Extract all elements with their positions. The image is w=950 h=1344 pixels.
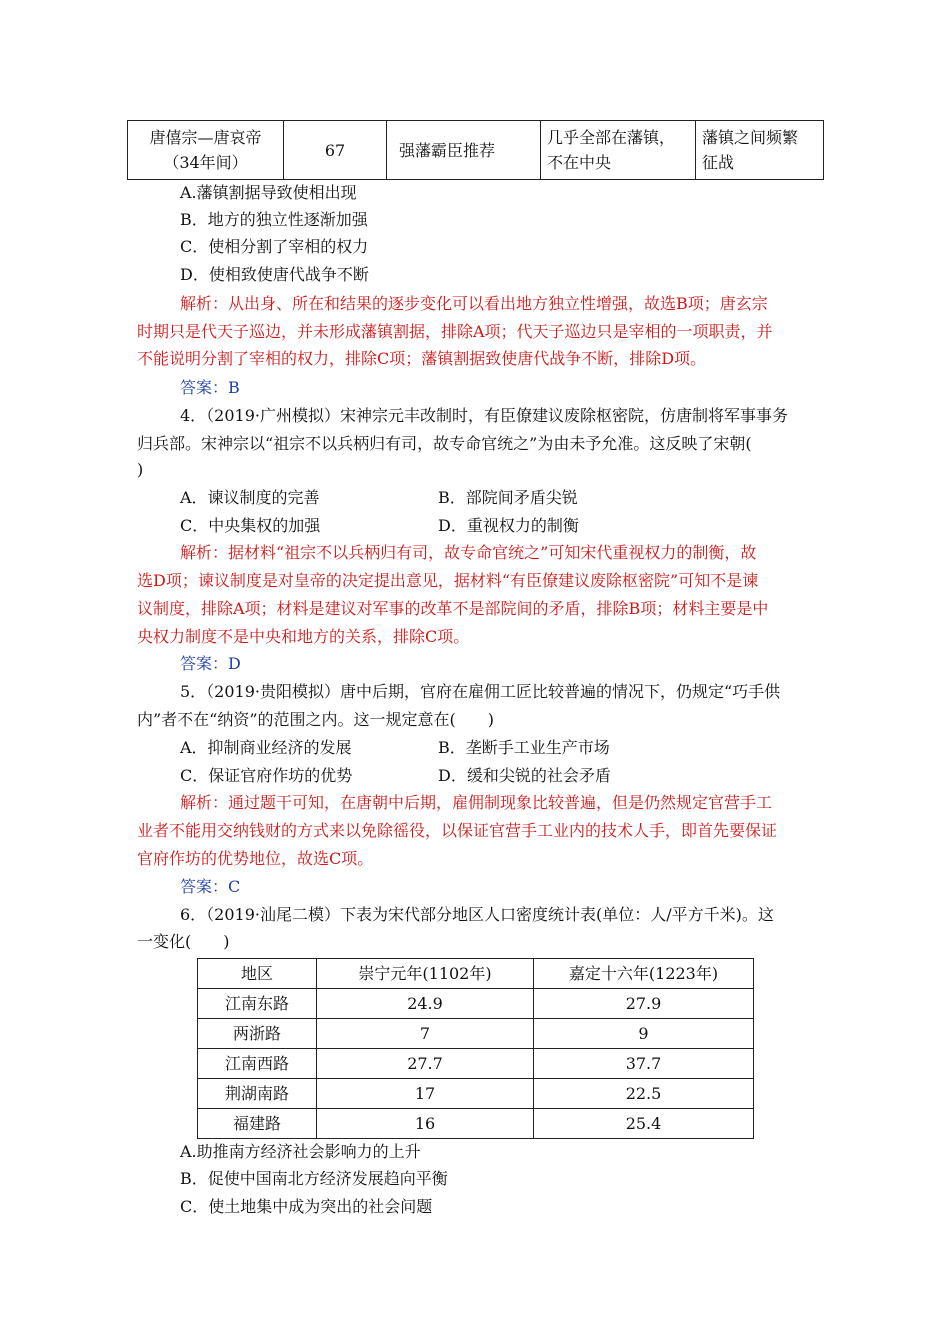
option-a: A.藩镇割据导致使相出现 [180, 183, 357, 202]
table-header-row [198, 959, 754, 989]
table-cell: 荆湖南路 [198, 1079, 317, 1109]
population-table [197, 958, 754, 1139]
answer-label: 答案：D [180, 654, 241, 673]
table-cell: 两浙路 [198, 1019, 317, 1049]
table-cell: 几乎全部在藩镇， 不在中央 [541, 121, 696, 180]
option-c: C．使相分割了宰相的权力 [180, 237, 369, 256]
analysis-line: 时期只是代天子巡边，并未形成藩镇割据，排除A项；代天子巡边只是宰相的一项职责，并 [137, 322, 773, 341]
analysis-line: 业者不能用交纳钱财的方式来以免除徭役，以保证官营手工业内的技术人手，即首先要保证 [137, 821, 778, 840]
analysis-line: 不能说明分割了宰相的权力，排除C项；藩镇割据致使唐代战争不断，排除D项。 [137, 349, 707, 368]
table-cell: 25.4 [534, 1109, 754, 1139]
table-cell: 江南西路 [198, 1049, 317, 1079]
table-cell: 江南东路 [198, 989, 317, 1019]
analysis-line: 选D项；谏议制度是对皇帝的决定提出意见，据材料“有臣僚建议废除枢密院”可知不是谏 [137, 571, 759, 590]
table-cell: 37.7 [534, 1049, 754, 1079]
analysis-line: 官府作坊的优势地位，故选C项。 [137, 849, 374, 868]
option-b: B．部院间矛盾尖锐 [438, 488, 578, 507]
table-cell: 17 [317, 1079, 534, 1109]
analysis-line: 议制度，排除A项；材料是建议对军事的改革不是部院间的矛盾，排除B项；材料主要是中 [137, 599, 769, 618]
answer-label: 答案：B [180, 378, 240, 397]
table-row [198, 1019, 754, 1049]
option-c: C．中央集权的加强 [180, 516, 321, 535]
table-cell: 22.5 [534, 1079, 754, 1109]
question-stem: 归兵部。宋神宗以“祖宗不以兵柄归有司，故专命官统之”为由未予允准。这反映了宋朝( [137, 434, 752, 453]
analysis-line: 解析：据材料“祖宗不以兵柄归有司，故专命官统之”可知宋代重视权力的制衡，故 [180, 543, 757, 562]
option-d: D．缓和尖锐的社会矛盾 [438, 766, 611, 785]
table-cell: 藩镇之间频繁 征战 [696, 121, 824, 180]
question-stem: 内”者不在“纳资”的范围之内。这一规定意在( ) [137, 710, 495, 729]
table-header: 地区 [198, 959, 317, 989]
table-row [198, 1079, 754, 1109]
question-stem: 4．（2019·广州模拟）宋神宗元丰改制时，有臣僚建议废除枢密院，仿唐制将军事事务 [180, 406, 788, 425]
table-cell: 唐僖宗—唐哀帝 （34年间） [128, 121, 284, 180]
question-stem: 5．（2019·贵阳模拟）唐中后期，官府在雇佣工匠比较普遍的情况下，仍规定“巧手供 [180, 682, 781, 701]
table-cell: 27.9 [534, 989, 754, 1019]
table-cell: 27.7 [317, 1049, 534, 1079]
table-header: 嘉定十六年(1223年) [534, 959, 754, 989]
table-cell: 24.9 [317, 989, 534, 1019]
table-cell: 9 [534, 1019, 754, 1049]
option-d: D．重视权力的制衡 [438, 516, 579, 535]
option-c: C．使土地集中成为突出的社会问题 [180, 1197, 433, 1216]
option-a: A．抑制商业经济的发展 [180, 738, 352, 757]
option-d: D．使相致使唐代战争不断 [180, 265, 369, 284]
table-cell: 16 [317, 1109, 534, 1139]
table-header: 崇宁元年(1102年) [317, 959, 534, 989]
option-a: A．谏议制度的完善 [180, 488, 320, 507]
question-stem: 一变化( ) [137, 932, 230, 951]
table-row [128, 121, 824, 180]
answer-label: 答案：C [180, 877, 241, 896]
table-row [198, 1049, 754, 1079]
dynasty-table [127, 120, 824, 180]
option-c: C．保证官府作坊的优势 [180, 766, 353, 785]
analysis-line: 央权力制度不是中央和地方的关系，排除C项。 [137, 627, 470, 646]
table-cell: 福建路 [198, 1109, 317, 1139]
table-row [198, 989, 754, 1019]
question-stem: 6．（2019·汕尾二模）下表为宋代部分地区人口密度统计表(单位：人/平方千米)。这 [180, 905, 774, 924]
table-row [198, 1109, 754, 1139]
analysis-line: 解析：通过题干可知，在唐朝中后期，雇佣制现象比较普遍，但是仍然规定官营手工 [180, 793, 773, 812]
option-b: B．地方的独立性逐渐加强 [180, 210, 368, 229]
question-stem: ) [137, 460, 144, 479]
option-b: B．垄断手工业生产市场 [438, 738, 610, 757]
option-b: B．促使中国南北方经济发展趋向平衡 [180, 1169, 448, 1188]
table-cell: 67 [284, 121, 387, 180]
table-cell: 强藩霸臣推荐 [387, 121, 541, 180]
analysis-line: 解析：从出身、所在和结果的逐步变化可以看出地方独立性增强，故选B项；唐玄宗 [180, 294, 768, 313]
table-cell: 7 [317, 1019, 534, 1049]
option-a: A.助推南方经济社会影响力的上升 [180, 1142, 421, 1161]
